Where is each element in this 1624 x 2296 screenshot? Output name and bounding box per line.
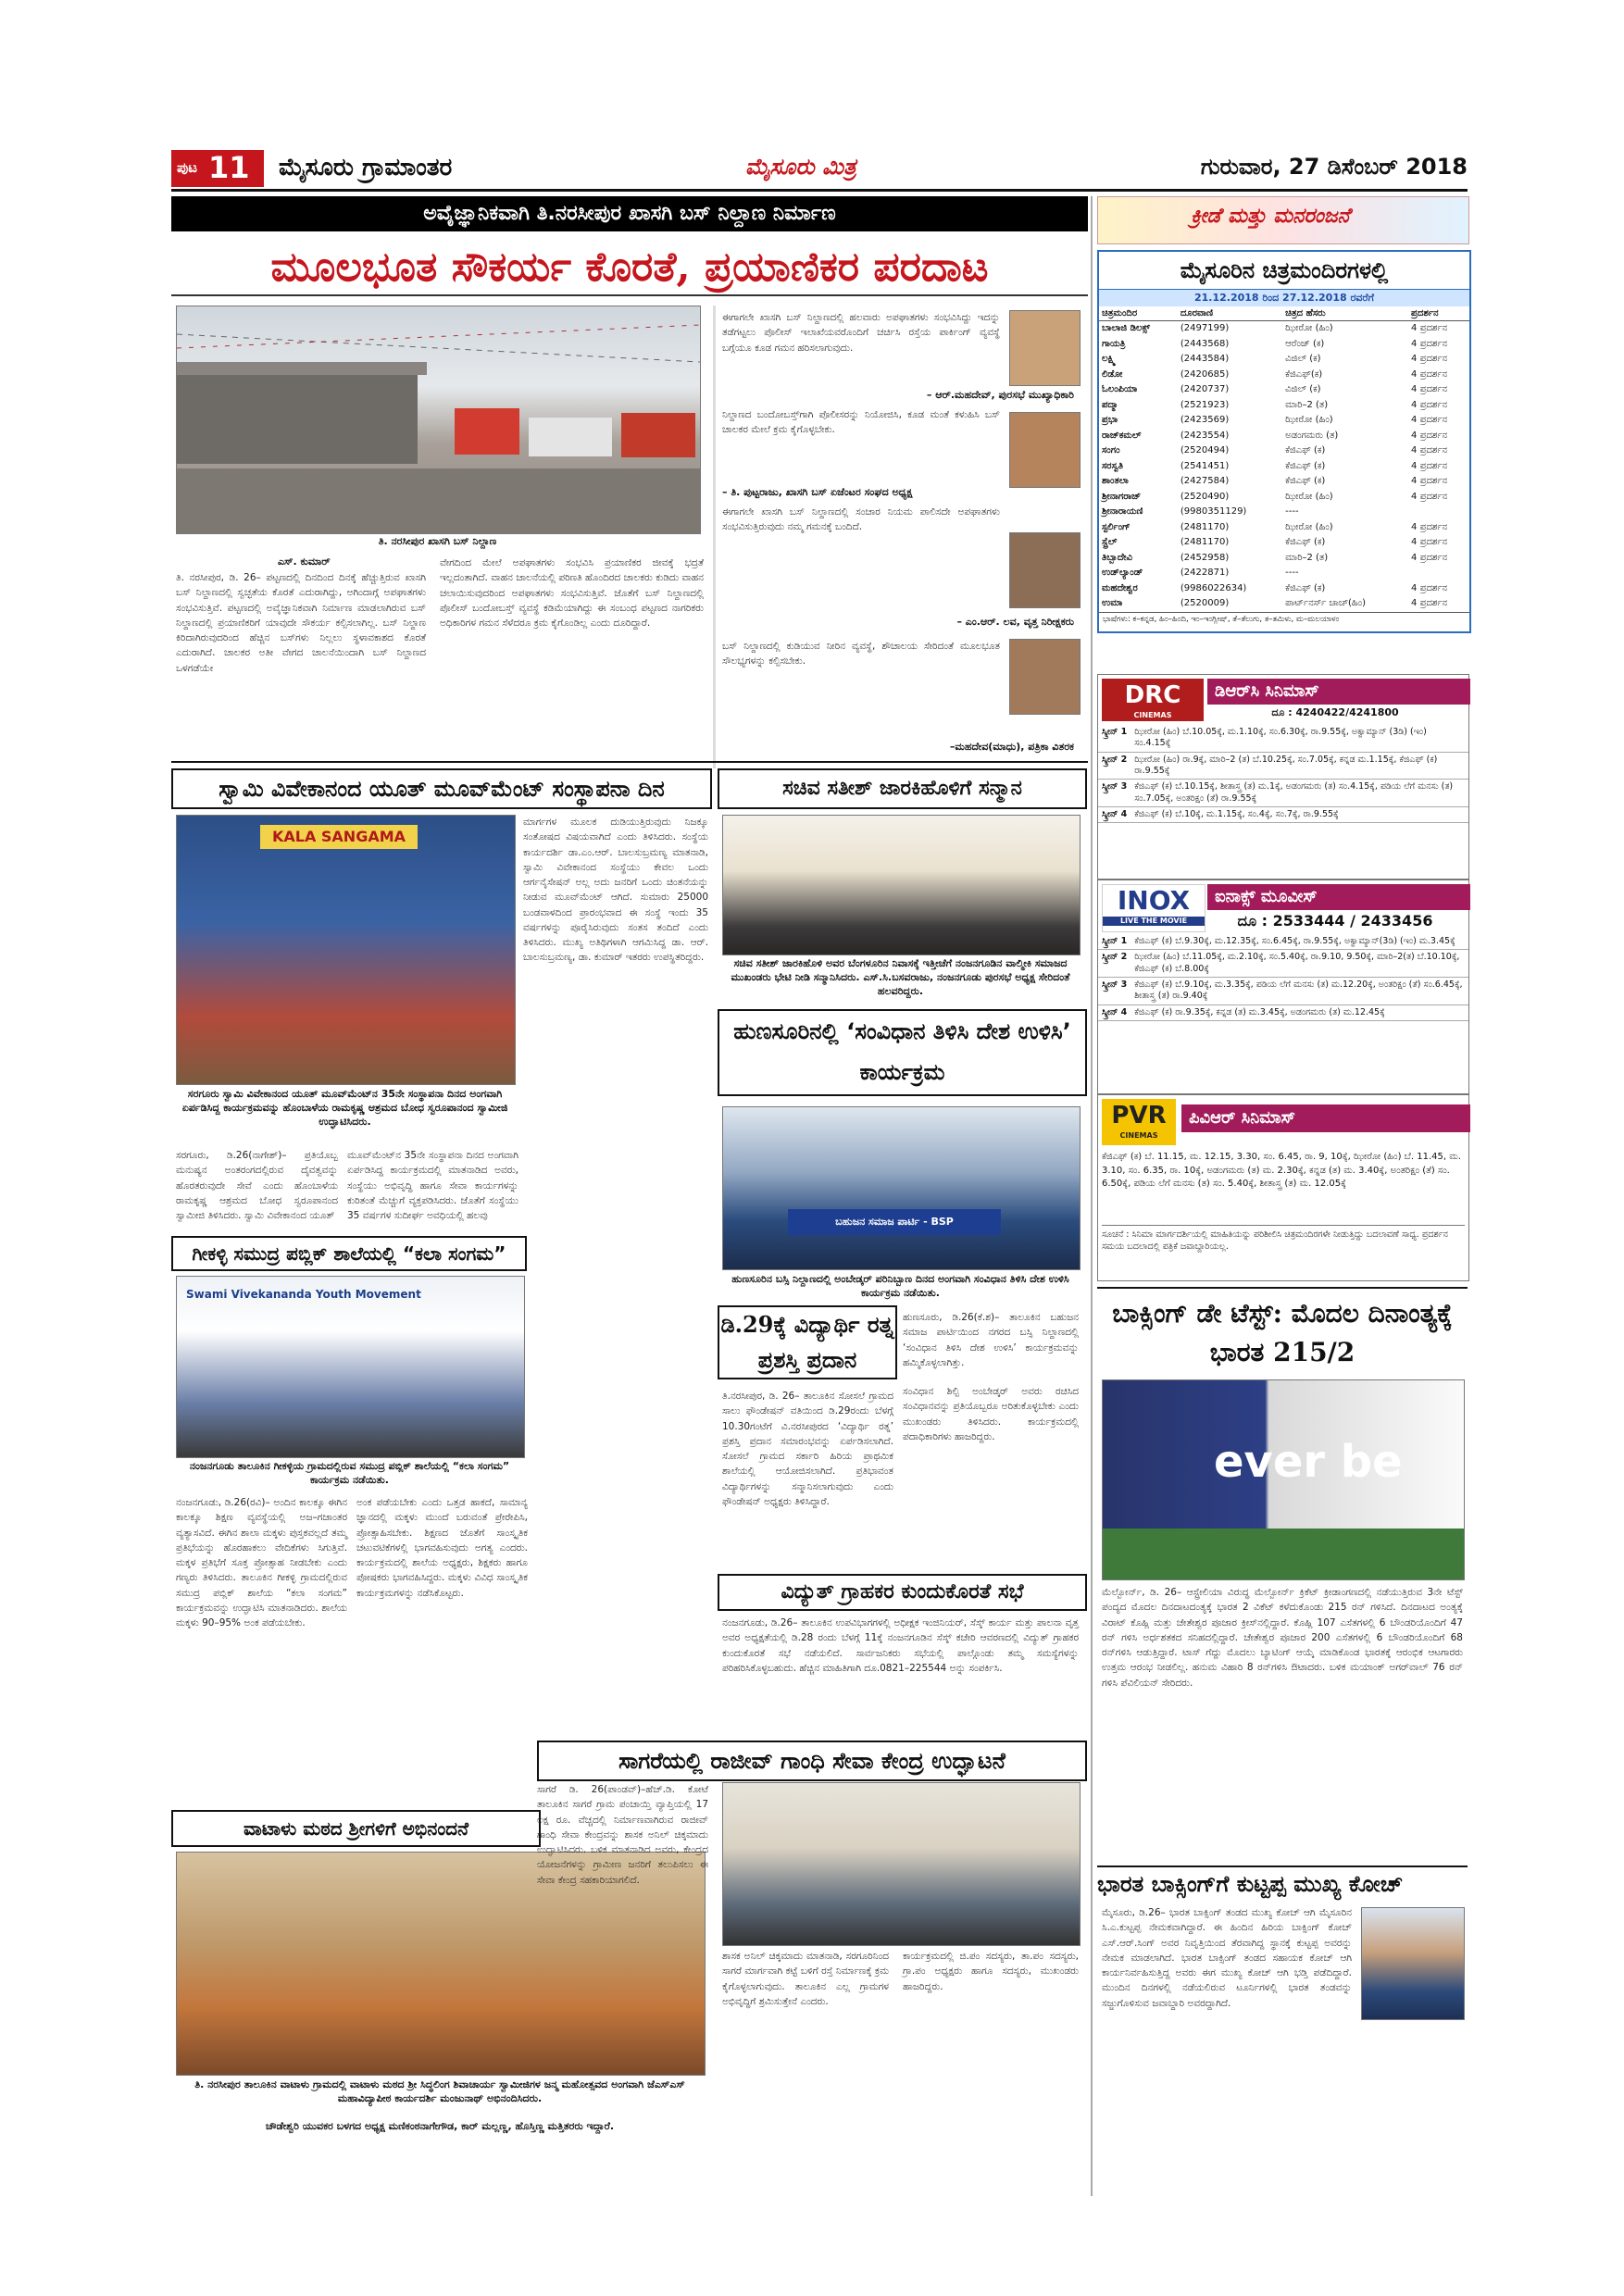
cinema-cell: ಸ್ಟರ್ಲಿಂಗ್ (1102, 521, 1131, 532)
sagare-body-3: ಕಾರ್ಯಕ್ರಮದಲ್ಲಿ ಜಿ.ಪಂ ಸದಸ್ಯರು, ತಾ.ಪಂ ಸದಸ್ಯರು, ಗ್ರಾ.ಪಂ ಅಧ್ಯಕ್ಷರು ಹಾಗೂ ಸದಸ್ಯರು, ಮುಖಂಡರು ಹಾಜರಿದ್ದರು. (903, 1951, 1079, 1992)
svym-banner: Swami Vivekananda Youth Movement (186, 1288, 421, 1301)
boxing-rule (1097, 1287, 1468, 1289)
page-number-tag (171, 150, 264, 187)
cinema-row (1099, 368, 1469, 383)
cinema-cell: ಕೆಜಿಎಫ್ (ಕ) (1285, 445, 1326, 455)
vivekananda-body-1: ಸರಗೂರು, ಡಿ.26(ನಾಗೇಶ್)– ಪ್ರತಿಯೊಬ್ಬ ಮನುಷ್ಯನ ಅಂತರಂಗದಲ್ಲಿರುವ ದೈವತ್ವವನ್ನು ಹೊರತರುವುದೇ ಸೇವೆ ಎಂದು ಹೊಂಬಾಳೆಯ ರಾಮಕೃಷ್ಣ ಆಶ್ರಮದ ಬೋಧ ಸ್ವರೂಪಾನಂದ ಸ್ವಾಮೀಜಿ ತಿಳಿಸಿದರು. ಸ್ವಾಮಿ ವಿವೇಕಾನಂದ ಯೂತ್ (176, 1150, 338, 1222)
cinema-cell: ಕೆಜಿಎಫ್ (ಕ) (1285, 537, 1326, 547)
bus-stand-illustration (177, 306, 700, 533)
pvr-block (1097, 1094, 1469, 1281)
cinema-header-cell: ಚಿತ್ರದ ಹೆಸರು (1282, 306, 1408, 321)
inox-phone: ದೂ : 2533444 / 2433456 (1237, 912, 1433, 930)
cricket-photo (1102, 1379, 1465, 1580)
cinema-cell: 4 ಪ್ರದರ್ಶನ (1411, 521, 1448, 532)
cinema-cell: ಝೀರೋ (ಹಿಂ) (1285, 415, 1333, 425)
screen-label: ಸ್ಕ್ರೀನ್ 4 (1098, 807, 1131, 823)
satish-caption: ಸಚಿವ ಸತೀಶ್ ಜಾರಕಿಹೊಳಿ ಅವರ ಬೆಂಗಳೂರಿನ ನಿವಾಸಕ್ಕೆ ಇತ್ತೀಚೆಗೆ ನಂಜನಗೂಡಿನ ವಾಲ್ಮೀಕಿ ಸಮಾಜದ ಮುಖಂಡರು ಭೇಟಿ ನೀಡಿ ಸನ್ಮಾನಿಸಿದರು. ಎಸ್.ಸಿ.ಬಸವರಾಜು, ನಂಜನಗೂಡು ಪುರಸಭೆ ಅಧ್ಯಕ್ಷ ಸೇರಿದಂತೆ ಹಲವರಿದ್ದರು. (731, 957, 1070, 997)
cinema-cell: (2521923) (1180, 399, 1230, 410)
lead-quote-2-name: – ತಿ. ಪುಟ್ಟರಾಜು, ಖಾಸಗಿ ಬಸ್ ಏಜೆಂಟರ ಸಂಘದ ಅಧ್ಯಕ್ಷ (722, 486, 913, 498)
hunsur-caption: ಹುಣಸೂರಿನ ಬಸ್ಸಿ ನಿಲ್ದಾಣದಲ್ಲಿ ಅಂಬೇಡ್ಕರ್ ಪರಿನಿಬ್ಬಾಣ ದಿನದ ಅಂಗವಾಗಿ ಸಂವಿಧಾನ ತಿಳಿಸಿ ದೇಶ ಉಳಿಸಿ ಕಾರ್ಯಕ್ರಮ ನಡೆಯಿತು. (731, 1273, 1069, 1299)
coach-headline: ಭಾರತ ಬಾಕ್ಸಿಂಗ್‌ಗೆ ಕುಟ್ಟಪ್ಪ ಮುಖ್ಯ ಕೋಚ್ (1097, 1866, 1468, 1901)
cinema-row (1099, 566, 1469, 581)
screen-label: ಸ್ಕ್ರೀನ್ 2 (1098, 752, 1131, 780)
lead-quote-3-name: – ಎಂ.ಆರ್. ಲವ, ವೃತ್ತ ನಿರೀಕ್ಷಕರು (956, 616, 1074, 628)
cinema-cell: ಪಾರ್ಟ್‌ನರ್ಸ್ ಚಾಚ್(ಹಿಂ) (1285, 598, 1367, 608)
pratibha-headline: ಡಿ.29ಕ್ಕೆ ವಿದ್ಯಾರ್ಥಿ ರತ್ನ ಪ್ರಶಸ್ತಿ ಪ್ರದಾನ (718, 1305, 897, 1379)
screen-row (1098, 950, 1468, 978)
drc-name: ಡಿಆರ್‌ಸಿ ಸಿನಿಮಾಸ್ (1207, 679, 1470, 705)
cinema-cell: (2422871) (1180, 568, 1230, 578)
lead-headline: ಮೂಲಭೂತ ಸೌಕರ್ಯ ಕೊರತೆ, ಪ್ರಯಾಣಿಕರ ಪರದಾಟ (171, 241, 1088, 296)
lead-quote-1-name: – ಆರ್.ಮಹದೇವ್, ಪುರಸಭೆ ಮುಖ್ಯಾಧಿಕಾರಿ (926, 389, 1074, 401)
sagare-body-1: ಸಾಗರೆ ಡಿ. 26(ಪಾಂಡವ್)–ಹೆಚ್.ಡಿ. ಕೋಟೆ ತಾಲೂಕಿನ ಸಾಗರೆ ಗ್ರಾಮ ಪಂಚಾಯ್ತಿ ವ್ಯಾಪ್ತಿಯಲ್ಲಿ 17 ಲಕ್ಷ ರೂ. ವೆಚ್ಚದಲ್ಲಿ ನಿರ್ಮಾಣವಾಗಿರುವ ರಾಜೀವ್ ಗಾಂಧಿ ಸೇವಾ ಕೇಂದ್ರವನ್ನು ಶಾಸಕ ಅನಿಲ್ ಚಿಕ್ಕಮಾದು ಉದ್ಘಾಟಿಸಿದರು. ಬಳಿಕ ಮಾತನಾಡಿದ ಅವರು, ಕೇಂದ್ರದ ಯೋಜನೆಗಳನ್ನು ಗ್ರಾಮೀಣ ಜನರಿಗೆ ತಲುಪಿಸಲು ಈ ಸೇವಾ ಕೇಂದ್ರ ಸಹಕಾರಿಯಾಗಲಿದೆ. (537, 1784, 708, 1886)
cinema-cell: ಝೀರೋ (ಹಿಂ) (1285, 323, 1333, 333)
vivekananda-photo (176, 815, 516, 1085)
screen-showtimes: ಝೀರೋ (ಹಿಂ) ರಾ.9ಕ್ಕೆ, ಮಾರಿ–2 (ತ) ಬೆ.10.25ಕ್ಕೆ, ಸಂ.7.05ಕ್ಕೆ, ಕನ್ನಡ ಮ.1.15ಕ್ಕೆ, ಕೆಜಿಎಫ್ (ಕ) ರಾ.9.55ಕ್ಕೆ (1131, 752, 1468, 780)
cinema-cell: (9986022634) (1180, 582, 1247, 593)
kalasangama-caption: ನಂಜನಗೂಡು ತಾಲೂಕಿನ ಗೀಕಳ್ಳಿಯ ಗ್ರಾಮದಲ್ಲಿರುವ ಸಮುದ್ರ ಪಬ್ಲಿಕ್ ಶಾಲೆಯಲ್ಲಿ “ಕಲಾ ಸಂಗಮ” ಕಾರ್ಯಕ್ರಮ ನಡೆಯಿತು. (189, 1460, 510, 1486)
cinema-row (1099, 337, 1469, 353)
kalasangama-body-1: ನಂಜನಗೂಡು, ಡಿ.26(ರವಿ)– ಅಂದಿನ ಕಾಲಕ್ಕೂ ಈಗಿನ ಕಾಲಕ್ಕೂ ಶಿಕ್ಷಣ ವ್ಯವಸ್ಥೆಯಲ್ಲಿ ಅಜ–ಗಜಾಂತರ ವ್ಯತ್ಯಾಸವಿದೆ. ಈಗಿನ ಶಾಲಾ ಮಕ್ಕಳು ಪುಸ್ತಕವಲ್ಲದೆ ತಮ್ಮ ಪ್ರತಿಭೆಯನ್ನು ಹೊರಹಾಕಲು ವೇದಿಕೆಗಳು ಸಿಗುತ್ತಿವೆ. ಮಕ್ಕಳ ಪ್ರತಿಭೆಗೆ ಸೂಕ್ತ ಪ್ರೋತ್ಸಾಹ ನೀಡಬೇಕು ಎಂದು ಗಣ್ಯರು ತಿಳಿಸಿದರು. ತಾಲೂಕಿನ ಗೀಕಳ್ಳಿ ಗ್ರಾಮದಲ್ಲಿರುವ ಸಮುದ್ರ ಪಬ್ಲಿಕ್ ಶಾಲೆಯ “ಕಲಾ ಸಂಗಮ” ಕಾರ್ಯಕ್ರಮವನ್ನು ಉದ್ಘಾಟಿಸಿ ಮಾತನಾಡಿದರು. ಶಾಲೆಯ ಮಕ್ಕಳು 90–95% ಅಂಕ ಪಡೆಯಬೇಕು. (176, 1497, 347, 1629)
cinema-cell: (2427584) (1180, 476, 1230, 486)
screen-label: ಸ್ಕ್ರೀನ್ 3 (1098, 978, 1131, 1005)
cinema-cell: ರಾಜ್‌ಕಮಲ್ (1102, 430, 1142, 441)
cinema-row (1099, 596, 1469, 612)
cinema-cell: 4 ಪ್ರದರ್ಶನ (1411, 476, 1448, 486)
lead-quote-4-name: –ಮಹದೇವ(ಮಾಧು), ಪತ್ರಿಕಾ ವಿತರಕ (949, 741, 1074, 753)
cinema-cell: ತಿಬ್ಬಾದೇವಿ (1102, 552, 1132, 563)
cinema-cell: ಮಾರಿ–2 (ತ) (1285, 399, 1329, 410)
kalasangama-headline: ಗೀಕಳ್ಳಿ ಸಮುದ್ರ ಪಬ್ಲಿಕ್ ಶಾಲೆಯಲ್ಲಿ “ಕಲಾ ಸಂಗಮ” (171, 1236, 527, 1271)
cinema-row (1099, 398, 1469, 414)
bsp-banner: ಬಹುಜನ ಸಮಾಜ ಪಾರ್ಟಿ - BSP (788, 1209, 1001, 1235)
cinema-cell: ವಿಜಿಲ್ (ಕ) (1285, 384, 1321, 394)
inox-schedule (1098, 934, 1468, 1021)
lead-quote-1: ಈಗಾಗಲೇ ಖಾಸಗಿ ಬಸ್ ನಿಲ್ದಾಣದಲ್ಲಿ ಹಲವಾರು ಅಪಘಾತಗಳು ಸಂಭವಿಸಿದ್ದು ಇದನ್ನು ತಡೆಗಟ್ಟಲು ಪೊಲೀಸ್ ಇಲಾಖೆಯವರೊಂದಿಗೆ ಚರ್ಚಿಸಿ ರಸ್ತೆಯ ಪಾರ್ಕಿಂಗ್ ವ್ಯವಸ್ಥೆ ಬಗ್ಗೆಯೂ ಕೂಡ ಗಮನ ಹರಿಸಲಾಗುವುದು. (722, 312, 1000, 354)
drc-schedule (1098, 725, 1468, 823)
cinema-cell: ಪದ್ಮಾ (1102, 399, 1118, 410)
hunsur-body-1: ಹುಣಸೂರು, ಡಿ.26(ಕೆ.ಶ)– ತಾಲೂಕಿನ ಬಹುಜನ ಸಮಾಜ ಪಾರ್ಟಿಯಿಂದ ನಗರದ ಬಸ್ಸಿ ನಿಲ್ದಾಣದಲ್ಲಿ ‘ಸಂವಿಧಾನ ತಿಳಿಸಿ ದೇಶ ಉಳಿಸಿ’ ಕಾರ್ಯಕ್ರಮವನ್ನು ಹಮ್ಮಿಕೊಳ್ಳಲಾಗಿತ್ತು. (903, 1312, 1079, 1368)
screen-label: ಸ್ಕ್ರೀನ್ 4 (1098, 1004, 1131, 1020)
cinema-cell: 4 ಪ್ರದರ್ಶನ (1411, 430, 1448, 441)
vidyut-body: ನಂಜನಗೂಡು, ಡಿ.26– ತಾಲೂಕಿನ ಉಪವಿಭಾಗಗಳಲ್ಲಿ ಅಧೀಕ್ಷಕ ಇಂಜಿನಿಯರ್, ಸೆಸ್ಕ್ ಕಾರ್ಯ ಮತ್ತು ಪಾಲನಾ ವೃತ್ತ ಅವರ ಅಧ್ಯಕ್ಷತೆಯಲ್ಲಿ ಡಿ.28 ರಂದು ಬೆಳಗ್ಗೆ 11ಕ್ಕೆ ನಂಜನಗೂಡಿನ ಸೆಸ್ಕ್ ಕಚೇರಿ ಆವರಣದಲ್ಲಿ ವಿದ್ಯುತ್ ಗ್ರಾಹಕರ ಕುಂದುಕೊರತೆ ಸಭೆ ನಡೆಯಲಿದೆ. ಸಾರ್ವಜನಿಕರು ಸಭೆಯಲ್ಲಿ ಪಾಲ್ಗೊಂಡು ತಮ್ಮ ಸಮಸ್ಯೆಗಳನ್ನು ಪರಿಹರಿಸಿಕೊಳ್ಳಬಹುದು. ಹೆಚ್ಚಿನ ಮಾಹಿತಿಗಾಗಿ ದೂ.0821–225544 ಅನ್ನು ಸಂಪರ್ಕಿಸಿ. (722, 1617, 1079, 1674)
lead-quote-4: ಬಸ್ ನಿಲ್ದಾಣದಲ್ಲಿ ಕುಡಿಯುವ ನೀರಿನ ವ್ಯವಸ್ಥೆ, ಶೌಚಾಲಯ ಸೇರಿದಂತೆ ಮೂಲಭೂತ ಸೌಲಭ್ಯಗಳನ್ನು ಕಲ್ಪಿಸಬೇಕು. (722, 641, 1000, 668)
official-photo-1 (1009, 310, 1081, 386)
vidyut-headline: ವಿದ್ಯುತ್ ಗ್ರಾಹಕರ ಕುಂದುಕೊರತೆ ಸಭೆ (718, 1574, 1087, 1611)
screen-label: ಸ್ಕ್ರೀನ್ 1 (1098, 934, 1131, 950)
cinema-cell: (9980351129) (1180, 506, 1247, 517)
drc-block (1097, 674, 1469, 880)
cinema-cell: 4 ಪ್ರದರ್ಶನ (1411, 598, 1448, 608)
screen-row (1098, 1004, 1468, 1020)
lead-body-col1: ತಿ. ನರಸೀಪುರ, ಡಿ. 26– ಪಟ್ಟಣದಲ್ಲಿ ದಿನದಿಂದ ದಿನಕ್ಕೆ ಹೆಚ್ಚುತ್ತಿರುವ ಖಾಸಗಿ ಬಸ್ ನಿಲ್ದಾಣದಲ್ಲಿ ಸ್ವಚ್ಛತೆಯ ಕೊರತೆ ಎದುರಾಗಿದ್ದು, ಅಗಿಂದಾಗ್ಗೆ ಅಪಘಾತಗಳು ಸಂಭವಿಸುತ್ತಿವೆ. ಪಟ್ಟಣದಲ್ಲಿ ಅವೈಜ್ಞಾನಿಕವಾಗಿ ನಿರ್ಮಾಣ ಮಾಡಲಾಗಿರುವ ಬಸ್ ನಿಲ್ದಾಣದಲ್ಲಿ ಪ್ರಯಾಣಿಕರಿಗೆ ಯಾವುದೇ ಸೌಕರ್ಯ ಕಲ್ಪಿಸಲಾಗಿಲ್ಲ. ಬಸ್ ನಿಲ್ದಾಣ ಕಿರಿದಾಗಿರುವುದರಿಂದ ಹೆಚ್ಚಿನ ಬಸ್‌ಗಳು ನಿಲ್ಲಲು ಸ್ಥಳಾವಕಾಶದ ಕೊರತೆ ಎದುರಾಗಿದೆ. ಚಾಲಕರ ಅತೀ ವೇಗದ ಚಾಲನೆಯಿಂದಾಗಿ ಬಸ್ ನಿಲ್ದಾಣದ ಒಳಗಡೆಯೇ (176, 572, 426, 674)
cinema-cell: ಕೆಜಿಎಫ್ (ಕ) (1285, 582, 1326, 593)
drc-logo-sub: CINEMAS (1133, 711, 1172, 719)
boxing-headline: ಬಾಕ್ಸಿಂಗ್ ಡೇ ಟೆಸ್ಟ್: ಮೊದಲ ದಿನಾಂತ್ಯಕ್ಕೆ ಭಾರತ 215/2 (1112, 1298, 1453, 1367)
cinema-row (1099, 535, 1469, 551)
lead-divider (713, 306, 716, 768)
cinema-title: ಮೈಸೂರಿನ ಚಿತ್ರಮಂದಿರಗಳಲ್ಲಿ (1099, 252, 1469, 290)
masthead: ಮೈಸೂರು ಮಿತ್ರ (745, 154, 856, 180)
cinema-cell: 4 ಪ್ರದರ್ಶನ (1411, 384, 1448, 394)
pvr-logo-text: PVR (1111, 1102, 1167, 1129)
inox-block (1097, 880, 1469, 1094)
cinema-cell: ಸಂಗಂ (1102, 445, 1120, 455)
cinema-cell: (2452958) (1180, 552, 1230, 563)
inox-logo-sub: LIVE THE MOVIE (1103, 917, 1205, 926)
vivekananda-caption: ಸರಗೂರು ಸ್ವಾಮಿ ವಿವೇಕಾನಂದ ಯೂತ್ ಮೂವ್‌ಮೆಂಟ್‌ನ 35ನೇ ಸಂಸ್ಥಾಪನಾ ದಿನದ ಅಂಗವಾಗಿ ಏರ್ಪಡಿಸಿದ್ದ ಕಾರ್ಯಕ್ರಮವನ್ನು ಹೊಂಬಾಳೆಯ ರಾಮಕೃಷ್ಣ ಆಶ್ರಮದ ಬೋಧ ಸ್ವರೂಪಾನಂದ ಸ್ವಾಮೀಜಿ ಉದ್ಘಾಟಿಸಿದರು. (181, 1088, 508, 1128)
cinema-cell: 4 ಪ್ರದರ್ಶನ (1411, 582, 1448, 593)
cinema-cell: ಗಾಯತ್ರಿ (1102, 338, 1126, 349)
screen-showtimes: ಕೆಜಿಎಫ್ (ಕ) ಬೆ.9.30ಕ್ಕೆ, ಮ.12.35ಕ್ಕೆ, ಸಂ.6.45ಕ್ಕೆ, ರಾ.9.55ಕ್ಕೆ, ಅಕ್ವಾಮ್ಯಾನ್(3ಡಿ) (ಇಂ) ಮ.3.45ಕ್ಕೆ (1131, 934, 1468, 950)
drc-phone: ದೂ : 4240422/4241800 (1271, 706, 1399, 718)
cinema-row (1099, 520, 1469, 536)
sports-banner-title: ಕ್ರೀಡೆ ಮತ್ತು ಮನರಂಜನೆ (1191, 205, 1350, 228)
pvr-name: ಪಿವಿಆರ್ ಸಿನಿಮಾಸ್ (1181, 1104, 1470, 1132)
cinema-cell: ಓಲಂಪಿಯಾ (1102, 384, 1138, 394)
hunsur-photo (722, 1106, 1081, 1270)
vatalu-caption-1: ತಿ. ನರಸೀಪುರ ತಾಲೂಕಿನ ವಾಟಾಳು ಗ್ರಾಮದಲ್ಲಿ ವಾಟಾಳು ಮಠದ ಶ್ರೀ ಸಿದ್ಧಲಿಂಗ ಶಿವಾಚಾರ್ಯ ಸ್ವಾಮೀಜಿಗಳ ಜನ್ಮ ಮಹೋತ್ಸವದ ಅಂಗವಾಗಿ ಜೆಎಸ್‌ಎಸ್ ಮಹಾವಿದ್ಯಾಪೀಠ ಕಾರ್ಯದರ್ಶಿ ಮಂಜುನಾಥ್ ಅಭಿನಂದಿಸಿದರು. (194, 2078, 685, 2104)
coach-photo (1361, 1907, 1465, 2020)
cinema-row (1099, 505, 1469, 520)
cinema-cell: (2481170) (1180, 521, 1230, 532)
cinema-dates: 21.12.2018 ರಿಂದ 27.12.2018 ರವರೆಗೆ (1099, 290, 1469, 306)
page-header (171, 148, 1468, 191)
lead-photo (176, 306, 701, 534)
cinema-cell: 4 ಪ್ರದರ್ಶನ (1411, 338, 1448, 349)
lead-kicker: ಅವೈಜ್ಞಾನಿಕವಾಗಿ ತಿ.ನರಸೀಪುರ ಖಾಸಗಿ ಬಸ್ ನಿಲ್ದಾಣ ನಿರ್ಮಾಣ (171, 196, 1088, 231)
cinema-row (1099, 551, 1469, 567)
sports-banner (1097, 196, 1469, 244)
cinema-cell: ಮಾರಿ–2 (ತ) (1285, 552, 1329, 563)
cinema-table (1099, 306, 1469, 612)
lead-photo-caption: ತಿ. ನರಸೀಪುರ ಖಾಸಗಿ ಬಸ್ ನಿಲ್ದಾಣ (378, 535, 497, 547)
boxing-body: ಮೆಲ್ಬೋರ್ನ್, ಡಿ. 26– ಆಸ್ಟ್ರೇಲಿಯಾ ವಿರುದ್ಧ ಮೆಲ್ಬೋರ್ನ್ ಕ್ರಿಕೆಟ್ ಕ್ರೀಡಾಂಗಣದಲ್ಲಿ ನಡೆಯುತ್ತಿರುವ 3ನೇ ಟೆಸ್ಟ್ ಪಂದ್ಯದ ಮೊದಲ ದಿನದಾಟದಂತ್ಯಕ್ಕೆ ಭಾರತ 2 ವಿಕೆಟ್ ಕಳೆದುಕೊಂಡು 215 ರನ್ ಗಳಿಸಿದೆ. ದಿನದಾಟದ ಅಂತ್ಯಕ್ಕೆ ವಿರಾಟ್ ಕೊಹ್ಲಿ ಮತ್ತು ಚೇತೇಶ್ವರ ಪೂಜಾರ ಕ್ರೀಸ್‌ನಲ್ಲಿದ್ದಾರೆ. ಕೊಹ್ಲಿ 107 ಎಸೆತಗಳಲ್ಲಿ 6 ಬೌಂಡರಿಯೊಂದಿಗೆ 47 ರನ್ ಗಳಿಸಿ ಅರ್ಧಶತಕದ ಸನಿಹದಲ್ಲಿದ್ದಾರೆ. ಚೇತೇಶ್ವರ ಪೂಜಾರ 200 ಎಸೆತಗಳಲ್ಲಿ 6 ಬೌಂಡರಿಯೊಂದಿಗೆ 68 ರನ್‌ಗಳಿಸಿ ಆಡುತ್ತಿದ್ದಾರೆ. ಟಾಸ್ ಗೆದ್ದು ಮೊದಲು ಬ್ಯಾಟಿಂಗ್ ಆಯ್ಕೆ ಮಾಡಿಕೊಂಡ ಭಾರತಕ್ಕೆ ಆರಂಭಿಕ ಆಟಗಾರರು ಉತ್ತಮ ಆರಂಭ ನೀಡಲಿಲ್ಲ. ಹನುಮ ವಿಹಾರಿ 8 ರನ್‌ಗಳಿಸಿ ಔಟಾದರು. ಬಳಿಕ ಮಯಾಂಕ್ ಅಗರ್‌ವಾಲ್ 76 ರನ್ ಗಳಿಸಿ ಪೆವಿಲಿಯನ್ ಸೇರಿದರು. (1102, 1587, 1463, 1689)
cinema-cell: ಉಡ್‌ಲ್ಯಾಂಡ್ (1102, 568, 1143, 578)
screen-row (1098, 780, 1468, 807)
sagare-headline: ಸಾಗರೆಯಲ್ಲಿ ರಾಜೀವ್ ಗಾಂಧಿ ಸೇವಾ ಕೇಂದ್ರ ಉದ್ಘಾಟನೆ (537, 1741, 1087, 1781)
cinema-cell: 4 ಪ್ರದರ್ಶನ (1411, 460, 1448, 471)
cinema-cell: ಕೆಜಿಎಫ್ (ಕ) (1285, 476, 1326, 486)
cinema-cell: ಬಾಲಾಜಿ ಡಿಲಕ್ಸ್ (1102, 323, 1151, 333)
cinema-header-cell: ಪ್ರದರ್ಶನ (1408, 306, 1469, 321)
cinema-cell: ವಿಜಿಲ್ (ಕ) (1285, 354, 1321, 364)
cinema-cell: (2520009) (1180, 598, 1230, 608)
cinema-row (1099, 382, 1469, 398)
cinema-row (1099, 490, 1469, 505)
vatalu-caption-2: ಚೌಡೇಶ್ವರಿ ಯುವಕರ ಬಳಗದ ಅಧ್ಯಕ್ಷ ಮಣಿಕಂಠನಾಗೇಗೌಡ, ಕಾರ್ ಮಲ್ಲಣ್ಣ, ಹೊಸ್ತಿಣ್ಣ ಮತ್ತಿತರರು ಇದ್ದಾರೆ. (265, 2120, 615, 2132)
cinema-cell: (2520494) (1180, 445, 1230, 455)
cinema-cell: ಪ್ರಭಾ (1102, 415, 1118, 425)
cinema-header-cell: ಚಿತ್ರಮಂದಿರ (1099, 306, 1178, 321)
cinema-cell: ಶಾಂತಲಾ (1102, 476, 1129, 486)
cinema-cell: ಝೀರೋ (ಹಿಂ) (1285, 521, 1333, 532)
cinema-cell: (2497199) (1180, 323, 1230, 333)
screen-label: ಸ್ಕ್ರೀನ್ 3 (1098, 780, 1131, 807)
section-name: ಮೈಸೂರು ಗ್ರಾಮಾಂತರ (279, 154, 453, 181)
inox-name: ಐನಾಕ್ಸ್ ಮೂವೀಸ್ (1207, 884, 1470, 910)
cinema-cell: ಲಕ್ಷ್ಮಿ (1102, 354, 1116, 364)
coach-body: ಮೈಸೂರು, ಡಿ.26– ಭಾರತ ಬಾಕ್ಸಿಂಗ್ ತಂಡದ ಮುಖ್ಯ ಕೋಚ್ ಆಗಿ ಮೈಸೂರಿನ ಸಿ.ಎ.ಕುಟ್ಟಪ್ಪ ನೇಮಕವಾಗಿದ್ದಾರೆ. ಈ ಹಿಂದಿನ ಹಿರಿಯ ಬಾಕ್ಸಿಂಗ್ ಕೋಚ್ ಎಸ್.ಆರ್.ಸಿಂಗ್ ಅವರ ನಿವೃತ್ತಿಯಿಂದ ತೆರವಾಗಿದ್ದ ಸ್ಥಾನಕ್ಕೆ ಕುಟ್ಟಪ್ಪ ಅವರನ್ನು ನೇಮಕ ಮಾಡಲಾಗಿದೆ. ಭಾರತ ಬಾಕ್ಸಿಂಗ್ ತಂಡದ ಸಹಾಯಕ ಕೋಚ್ ಆಗಿ ಕಾರ್ಯನಿರ್ವಹಿಸುತ್ತಿದ್ದ ಅವರು ಈಗ ಮುಖ್ಯ ಕೋಚ್ ಆಗಿ ಭಡ್ತಿ ಪಡೆದಿದ್ದಾರೆ. ಮುಂದಿನ ದಿನಗಳಲ್ಲಿ ನಡೆಯಲಿರುವ ಟೂರ್ನಿಗಳಲ್ಲಿ ಭಾರತ ತಂಡವನ್ನು ಸಜ್ಜುಗೊಳಿಸುವ ಜವಾಬ್ದಾರಿ ಅವರದ್ದಾಗಿದೆ. (1102, 1907, 1352, 2009)
cinema-header-cell: ದೂರವಾಣಿ (1178, 306, 1282, 321)
inox-logo (1102, 884, 1206, 932)
cinema-cell: 4 ಪ್ರದರ್ಶನ (1411, 552, 1448, 563)
screen-row (1098, 934, 1468, 950)
cinema-cell: ಸರಸ್ವತಿ (1102, 460, 1123, 471)
cinema-row (1099, 413, 1469, 429)
cinema-cell: 4 ಪ್ರದರ್ಶನ (1411, 368, 1448, 380)
official-photo-2 (1009, 412, 1081, 488)
cinema-cell: (2481170) (1180, 537, 1230, 547)
satish-headline: ಸಚಿವ ಸತೀಶ್ ಜಾರಕಿಹೊಳಿಗೆ ಸನ್ಮಾನ (718, 768, 1087, 809)
vivekananda-body-2: ಮೂವ್‌ಮೆಂಟ್‌ನ 35ನೇ ಸಂಸ್ಥಾಪನಾ ದಿನದ ಅಂಗವಾಗಿ ಏರ್ಪಡಿಸಿದ್ದ ಕಾರ್ಯಕ್ರಮದಲ್ಲಿ ಮಾತನಾಡಿದ ಅವರು, ಸಂಸ್ಥೆಯು ಅಭಿವೃದ್ಧಿ ಹಾಗೂ ಸೇವಾ ಕಾರ್ಯಗಳನ್ನು ಕುರಿತಂತೆ ಮೆಚ್ಚುಗೆ ವ್ಯಕ್ತಪಡಿಸಿದರು. ಜೊತೆಗೆ ಸಂಸ್ಥೆಯು 35 ವರ್ಷಗಳ ಸುದೀರ್ಘ ಅವಧಿಯಲ್ಲಿ ಹಲವು (347, 1150, 518, 1222)
cinema-cell: ಝೀರೋ (ಹಿಂ) (1285, 491, 1333, 502)
right-column-divider (1091, 196, 1093, 2196)
cinema-cell: 4 ಪ್ರದರ್ಶನ (1411, 537, 1448, 547)
screen-label: ಸ್ಕ್ರೀನ್ 1 (1098, 725, 1131, 752)
screen-showtimes: ಕೆಜಿಎಫ್ (ಕ) ರಾ.9.35ಕ್ಕೆ, ಕನ್ನಡ (ತ) ಮ.3.45ಕ್ಕೆ, ಅಡಂಗಮರು (ತ) ಮ.12.45ಕ್ಕೆ (1131, 1004, 1468, 1020)
official-photo-4 (1009, 639, 1081, 715)
issue-date: ಗುರುವಾರ, 27 ಡಿಸೆಂಬರ್ 2018 (1200, 154, 1468, 180)
screen-row (1098, 807, 1468, 823)
lead-body-col2: ವೇಗದಿಂದ ಮೇಲೆ ಅಪಘಾತಗಳು ಸಂಭವಿಸಿ ಪ್ರಯಾಣಿಕರ ಜೀವಕ್ಕೆ ಭದ್ರತೆ ಇಲ್ಲದಂತಾಗಿದೆ. ವಾಹನ ಚಾಲನೆಯಲ್ಲಿ ಪರಿಣತಿ ಹೊಂದಿರದ ಚಾಲಕರು ಕುಡಿದು ವಾಹನ ಚಲಾಯಿಸುವುದರಿಂದ ಅಪಘಾತಗಳು ಸಂಭವಿಸುತ್ತಿವೆ. ಜೊತೆಗೆ ಬಸ್ ನಿಲ್ದಾಣದಲ್ಲಿ ಪೊಲೀಸ್ ಬಂದೋಬಸ್ತ್ ವ್ಯವಸ್ಥೆ ಕಡಿಮೆಯಾಗಿದ್ದು ಈ ಸಂಬಂಧ ಪಟ್ಟಣದ ನಾಗರಿಕರು ಅಧಿಕಾರಿಗಳ ಗಮನ ಸೆಳೆದರೂ ಕ್ರಮ ಕೈಗೊಂಡಿಲ್ಲ ಎಂದು ದೂರಿದ್ದಾರೆ. (440, 557, 704, 630)
cinema-cell: ಮಹದೇಶ್ವರ (1102, 582, 1138, 593)
cinema-row (1099, 443, 1469, 459)
cinema-cell: 4 ಪ್ರದರ್ಶನ (1411, 491, 1448, 502)
drc-logo-text: DRC (1124, 681, 1181, 709)
lead-bottom-rule (171, 761, 1088, 763)
sagare-body-2: ಶಾಸಕ ಅನಿಲ್ ಚಿಕ್ಕಮಾದು ಮಾತನಾಡಿ, ಸರಗೂರಿನಿಂದ ಸಾಗರೆ ಮಾರ್ಗವಾಗಿ ಕಟ್ಟೆ ಬಳಿಗೆ ರಸ್ತೆ ನಿರ್ಮಾಣಕ್ಕೆ ಕ್ರಮ ಕೈಗೊಳ್ಳಲಾಗುವುದು. ತಾಲೂಕಿನ ಎಲ್ಲ ಗ್ರಾಮಗಳ ಅಭಿವೃದ್ಧಿಗೆ ಶ್ರಮಿಸುತ್ತೇನೆ ಎಂದರು. (722, 1951, 889, 2007)
kalasangama-photo (176, 1276, 525, 1458)
vatalu-headline: ವಾಟಾಳು ಮಠದ ಶ್ರೀಗಳಿಗೆ ಅಭಿನಂದನೆ (171, 1810, 541, 1847)
hunsur-body-2: ಸಂವಿಧಾನ ಶಿಲ್ಪಿ ಅಂಬೇಡ್ಕರ್ ಅವರು ರಚಿಸಿದ ಸಂವಿಧಾನವನ್ನು ಪ್ರತಿಯೊಬ್ಬರೂ ಅರಿತುಕೊಳ್ಳಬೇಕು ಎಂದು ಮುಖಂಡರು ತಿಳಿಸಿದರು. ಕಾರ್ಯಕ್ರಮದಲ್ಲಿ ಪದಾಧಿಕಾರಿಗಳು ಹಾಜರಿದ್ದರು. (903, 1386, 1079, 1442)
cinema-cell (1408, 505, 1469, 520)
cinema-cell: (2423554) (1180, 430, 1230, 441)
vivekananda-body-3: ಮಾರ್ಗಗಳ ಮೂಲಕ ದುಡಿಯುತ್ತಿರುವುದು ನಿಜಕ್ಕೂ ಸಂತೋಷದ ವಿಷಯವಾಗಿದೆ ಎಂದು ತಿಳಿಸಿದರು. ಸಂಸ್ಥೆಯ ಕಾರ್ಯದರ್ಶಿ ಡಾ.ಎಂ.ಆರ್. ಬಾಲಸುಬ್ರಮಣ್ಯ ಮಾತನಾಡಿ, ಸ್ವಾಮಿ ವಿವೇಕಾನಂದ ಸಂಸ್ಥೆಯು ಕೇವಲ ಒಂದು ಆರ್ಗನೈಸೇಷನ್ ಅಲ್ಲ ಅದು ಜನರಿಗೆ ಒಂದು ಚಿಂತನೆಯನ್ನು ನೀಡುವ ಮೂವ್‌ಮೆಂಟ್ ಆಗಿದೆ. ಸುಮಾರು 25000 ಬಂಡವಾಳದಿಂದ ಪ್ರಾರಂಭವಾದ ಈ ಸಂಸ್ಥೆ ಇಂದು 35 ವರ್ಷಗಳನ್ನು ಪೂರೈಸಿರುವುದು ಸಂತಸ ತಂದಿದೆ ಎಂದು ತಿಳಿಸಿದರು. ಮುಖ್ಯ ಅತಿಥಿಗಳಾಗಿ ಆಗಮಿಸಿದ್ದ ಡಾ. ಆರ್. ಬಾಲಸುಬ್ರಮಣ್ಯ, ಡಾ. ಕುಮಾರ್ ಇತರರು ಉಪಸ್ಥಿತರಿದ್ದರು. (523, 817, 708, 964)
screen-row (1098, 752, 1468, 780)
cinema-cell: (2420737) (1180, 384, 1230, 394)
cinema-cell: ಉಮಾ (1102, 598, 1123, 608)
sagare-photo (722, 1782, 1081, 1946)
cinema-cell: (2443568) (1180, 338, 1230, 349)
header-rule (171, 189, 1468, 192)
cinema-row (1099, 474, 1469, 490)
cinema-listing (1097, 250, 1471, 633)
pvr-logo-sub: CINEMAS (1119, 1131, 1158, 1140)
cinema-cell: (2443584) (1180, 354, 1230, 364)
page-number: 11 (208, 150, 250, 185)
screen-label: ಸ್ಕ್ರೀನ್ 2 (1098, 950, 1131, 978)
screen-showtimes: ಕೆಜಿಎಫ್ (ಕ) ಬೆ.9.10ಕ್ಕೆ, ಮ.3.35ಕ್ಕೆ, ಪಡಿಯ ಲೆಗೆ ಮನಸು (ತ) ಮ.12.20ಕ್ಕೆ, ಅಂತರಿಕ್ಷಂ (ತೆ) ಸಂ.6.45ಕ್ಕೆ, ಶೀತಾಸ್ತ್ರ (ತ) ರಾ.9.40ಕ್ಕೆ (1131, 978, 1468, 1005)
cinema-row (1099, 429, 1469, 444)
screen-row (1098, 978, 1468, 1005)
cinema-cell: ಅಡಂಗಮರು (ತ) (1285, 430, 1339, 441)
cinema-cell: 4 ಪ್ರದರ್ಶನ (1411, 415, 1448, 425)
cinema-cell: 4 ಪ್ರದರ್ಶನ (1411, 399, 1448, 410)
screen-showtimes: ಕೆಜಿಎಫ್ (ಕ) ಬೆ.10.15ಕ್ಕೆ, ಶೀತಾಸ್ತ್ರ (ತ) ಮ.1ಕ್ಕೆ, ಅಡಂಗಮರು (ತ) ಸಂ.4.15ಕ್ಕೆ, ಪಡಿಯ ಲೆಗೆ ಮನಸು (ತ) ಸಂ.7.05ಕ್ಕೆ, ಅಂತರಿಕ್ಷಂ (ತೆ) ರಾ.9.55ಕ್ಕೆ (1131, 780, 1468, 807)
lead-quote-3: ಈಗಾಗಲೇ ಖಾಸಗಿ ಬಸ್ ನಿಲ್ದಾಣದಲ್ಲಿ ಸಂಚಾರ ನಿಯಮ ಪಾಲಿಸದೇ ಅಪಘಾತಗಳು ಸಂಭವಿಸುತ್ತಿರುವುದು ನಮ್ಮ ಗಮನಕ್ಕೆ ಬಂದಿದೆ. (722, 506, 1000, 533)
hunsur-headline: ಹುಣಸೂರಿನಲ್ಲಿ ‘ಸಂವಿಧಾನ ತಿಳಿಸಿ ದೇಶ ಉಳಿಸಿ’ ಕಾರ್ಯಕ್ರಮ (718, 1009, 1087, 1096)
cinema-cell: (2520490) (1180, 491, 1230, 502)
cinema-cell: 4 ಪ್ರದರ್ಶನ (1411, 354, 1448, 364)
cinema-cell: ಶ್ರೀನಾಗರಾಜ್ (1102, 491, 1142, 502)
inox-logo-text: INOX (1117, 885, 1191, 916)
cinema-cell: ---- (1285, 506, 1299, 517)
kalasangama-body-2: ಅಂಕ ಪಡೆಯಬೇಕು ಎಂದು ಒತ್ತಡ ಹಾಕದೆ, ಸಾಮಾನ್ಯ ಜ್ಞಾನದಲ್ಲಿ ಮಕ್ಕಳು ಮುಂದೆ ಬರುವಂತೆ ಪ್ರೇರೇಪಿಸಿ, ಪ್ರೋತ್ಸಾಹಿಸಬೇಕು. ಶಿಕ್ಷಣದ ಜೊತೆಗೆ ಸಾಂಸ್ಕೃತಿಕ ಚಟುವಟಿಕೆಗಳಲ್ಲಿ ಭಾಗವಹಿಸುವುದು ಅಗತ್ಯ ಎಂದರು. ಕಾರ್ಯಕ್ರಮದಲ್ಲಿ ಶಾಲೆಯ ಅಧ್ಯಕ್ಷರು, ಶಿಕ್ಷಕರು ಹಾಗೂ ಪೋಷಕರು ಭಾಗವಹಿಸಿದ್ದರು. ಮಕ್ಕಳು ವಿವಿಧ ಸಾಂಸ್ಕೃತಿಕ ಕಾರ್ಯಕ್ರಮಗಳನ್ನು ನಡೆಸಿಕೊಟ್ಟರು. (356, 1497, 528, 1599)
cinema-cell: 4 ಪ್ರದರ್ಶನ (1411, 445, 1448, 455)
screen-row (1098, 725, 1468, 752)
cinema-row (1099, 459, 1469, 475)
lead-quote-2: ನಿಲ್ದಾಣದ ಬಂದೋಬಸ್ತ್‌ಗಾಗಿ ಪೊಲೀಸರನ್ನು ನಿಯೋಜಿಸಿ, ಕೂಡ ಮಂತೆ ಕಳುಹಿಸಿ ಬಸ್ ಚಾಲಕರ ಮೇಲೆ ಕ್ರಮ ಕೈಗೊಳ್ಳಬೇಕು. (722, 409, 1000, 436)
cinema-row (1099, 581, 1469, 597)
cinema-row (1099, 321, 1469, 337)
cinema-cell: ಶ್ರೀನಾರಾಯಣಿ (1102, 506, 1143, 517)
cinema-language-note: ಭಾಷೆಗಳು: ಕ–ಕನ್ನಡ, ಹಿಂ–ಹಿಂದಿ, ಇಂ–ಇಂಗ್ಲೀಷ್, ತೆ–ತೆಲುಗು, ತ–ತಮಿಳು, ಮ–ಮಲಯಾಳಂ (1099, 612, 1469, 626)
cinema-cell (1408, 566, 1469, 581)
pvr-notice: ಸೂಚನೆ : ಸಿನಿಮಾ ಮಾರ್ಗದರ್ಶಿಯಲ್ಲಿ ಮಾಹಿತಿಯನ್ನು ಪರಿಶೀಲಿಸಿ ಚಿತ್ರಮಂದಿರಗಳೇ ನೀಡುತ್ತಿದ್ದು ಬದಲಾವಣೆ ಸಾಧ್ಯ. ಪ್ರದರ್ಶನ ಸಮಯ ಬದಲಾದಲ್ಲಿ ಪತ್ರಿಕೆ ಜವಾಬ್ದಾರಿಯಲ್ಲ. (1102, 1225, 1465, 1254)
cricket-pitch (1103, 1529, 1464, 1579)
cinema-cell: ಕೆಜಿಎಫ್(ಕ) (1285, 368, 1323, 380)
cinema-cell: ಕೆಜಿಎಫ್ (ಕ) (1285, 460, 1326, 471)
cinema-cell: 4 ಪ್ರದರ್ಶನ (1411, 323, 1448, 333)
drc-logo (1102, 679, 1204, 721)
screen-showtimes: ಕೆಜಿಎಫ್ (ಕ) ಬೆ.10ಕ್ಕೆ, ಮ.1.15ಕ್ಕೆ, ಸಂ.4ಕ್ಕೆ, ಸಂ.7ಕ್ಕೆ, ರಾ.9.55ಕ್ಕೆ (1131, 807, 1468, 823)
cricket-photo-ad-text: ever be (1214, 1436, 1403, 1488)
cinema-cell: (2420685) (1180, 368, 1230, 380)
lead-byline: ಎಸ್. ಕುಮಾರ್ (278, 555, 331, 568)
cinema-cell: ಆರೆಂಜ್ (ಕ) (1285, 338, 1325, 349)
vivekananda-headline: ಸ್ವಾಮಿ ವಿವೇಕಾನಂದ ಯೂತ್ ಮೂವ್‌ಮೆಂಟ್ ಸಂಸ್ಥಾಪನಾ ದಿನ (171, 768, 712, 809)
cinema-cell: (2423569) (1180, 415, 1230, 425)
official-photo-3 (1009, 532, 1081, 608)
pratibha-body: ತಿ.ನರಸೀಪುರ, ಡಿ. 26– ತಾಲೂಕಿನ ಸೋಸಲೆ ಗ್ರಾಮದ ಸಾಲು ಫೌಂಡೇಷನ್ ವತಿಯಿಂದ ಡಿ.29ರಂದು ಬೆಳಗ್ಗೆ 10.30ಗಂಟೆಗೆ ವಿ.ನರಸೀಪುರದ ‘ವಿದ್ಯಾರ್ಥಿ ರತ್ನ’ ಪ್ರಶಸ್ತಿ ಪ್ರದಾನ ಸಮಾರಂಭವನ್ನು ಏರ್ಪಡಿಸಲಾಗಿದೆ. ಸೋಸಲೆ ಗ್ರಾಮದ ಸರ್ಕಾರಿ ಹಿರಿಯ ಪ್ರಾಥಮಿಕ ಶಾಲೆಯಲ್ಲಿ ಆಯೋಜಿಸಲಾಗಿದೆ. ಪ್ರತಿಭಾವಂತ ವಿದ್ಯಾರ್ಥಿಗಳನ್ನು ಸನ್ಮಾನಿಸಲಾಗುವುದು ಎಂದು ಫೌಂಡೇಷನ್ ಅಧ್ಯಕ್ಷರು ತಿಳಿಸಿದ್ದಾರೆ. (722, 1391, 893, 1507)
cinema-cell: (2541451) (1180, 460, 1230, 471)
cinema-row (1099, 352, 1469, 368)
kala-sangama-banner: KALA SANGAMA (260, 825, 418, 849)
cinema-cell: ಸ್ಟ್ರೆಲ್ (1102, 537, 1118, 547)
screen-showtimes: ಝೀರೋ (ಹಿಂ) ಬೆ.11.05ಕ್ಕೆ, ಮ.2.10ಕ್ಕೆ, ಸಂ.5.40ಕ್ಕೆ, ರಾ.9.10, 9.50ಕ್ಕೆ, ಮಾರಿ–2(ತ) ಬೆ.10.10ಕ್ಕೆ, ಕೆಜಿಎಫ್ (ಕ) ಬೆ.8.00ಕ್ಕೆ (1131, 950, 1468, 978)
screen-showtimes: ಝೀರೋ (ಹಿಂ) ಬೆ.10.05ಕ್ಕೆ, ಮ.1.10ಕ್ಕೆ, ಸಂ.6.30ಕ್ಕೆ, ರಾ.9.55ಕ್ಕೆ, ಅಕ್ವಾಮ್ಯಾನ್ (3ಡಿ) (ಇಂ) ಸಂ.4.15ಕ್ಕೆ (1131, 725, 1468, 752)
satish-photo (722, 815, 1081, 955)
pvr-logo (1102, 1099, 1176, 1145)
page-word: ಪುಟ (177, 159, 198, 176)
cinema-cell: ಲಿಡೋ (1102, 368, 1123, 380)
pvr-schedule: ಕೆಜಿಎಫ್ (ಕ) ಬೆ. 11.15, ಮ. 12.15, 3.30, ಸಂ. 6.45, ರಾ. 9, 10ಕ್ಕೆ, ಝೀರೋ (ಹಿಂ) ಬೆ. 11.45, ಮ. 3.10, ಸಂ. 6.35, ರಾ. 10ಕ್ಕೆ, ಅಡಂಗಮರು (ತ) ಮ. 2.30ಕ್ಕೆ, ಕನ್ನಡ (ತ) ಮ. 3.40ಕ್ಕೆ, ಅಂತರಿಕ್ಷಂ (ತೆ) ಸಂ. 6.50ಕ್ಕೆ, ಪಡಿಯ ಲೆಗೆ ಮನಸು (ತ) ಸಂ. 5.40ಕ್ಕೆ, ಶೀತಾಸ್ತ್ರ (ತ) ಮ. 12.05ಕ್ಕೆ (1102, 1152, 1461, 1189)
cinema-cell: ---- (1285, 568, 1299, 578)
